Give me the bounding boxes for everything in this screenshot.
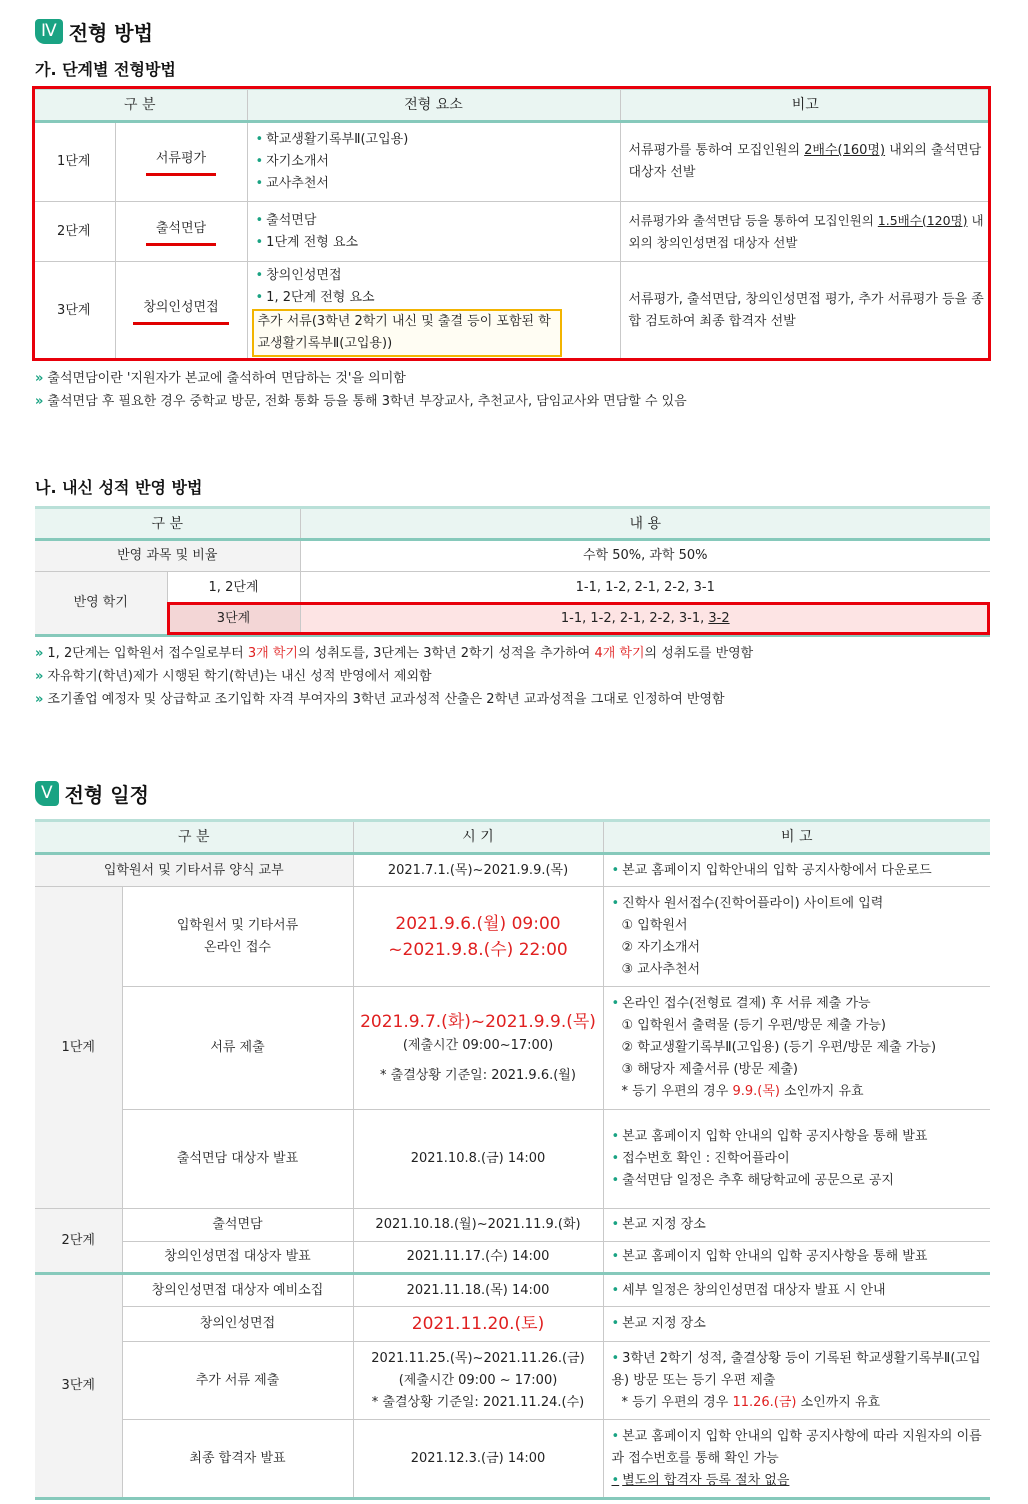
term-stage: 3단계 xyxy=(167,604,300,636)
remark: • 본교 홈페이지 입학 안내의 입학 공지사항을 통해 발표 • 접수번호 확인 : 진학어플라이 • 출석면담 일정은 추후 해당학교에 공문으로 공지 xyxy=(603,1110,990,1209)
section-title-text: 전형 일정 xyxy=(64,783,149,807)
notes xyxy=(35,642,753,711)
note: » 자유학기(학년)제가 시행된 학기(학년)는 내신 성적 반영에서 제외함 xyxy=(35,665,753,688)
term-value: 1-1, 1-2, 2-1, 2-2, 3-1 xyxy=(300,572,990,604)
table-row xyxy=(33,202,990,262)
note: » 출석면담 후 필요한 경우 중학교 방문, 전화 통화 등을 통해 3학년 부장교사, 추천교사, 담임교사와 면담할 수 있음 xyxy=(35,390,687,413)
notes xyxy=(35,367,687,413)
term-value: 1-1, 1-2, 2-1, 2-2, 3-1, 3-2 xyxy=(300,604,990,636)
grade-table xyxy=(35,506,990,637)
date: 2021.11.18.(목) 14:00 xyxy=(353,1274,603,1307)
table-row xyxy=(33,122,990,202)
extra-documents-highlight: 추가 서류(3학년 2학기 내신 및 출결 등이 포함된 학교생활기록부Ⅱ(고입용)) xyxy=(252,309,562,357)
header: 비고 xyxy=(620,89,990,122)
remark: 서류평가, 출석면담, 창의인성면접 평가, 추가 서류평가 등을 종합 검토하여 최종 합격자 선발 xyxy=(620,262,990,360)
element: • 창의인성면접 xyxy=(256,265,614,287)
section-badge: Ⅴ xyxy=(35,781,59,806)
element: • 학교생활기록부Ⅱ(고입용) xyxy=(256,129,614,151)
remark: • 3학년 2학기 성적, 출결상황 등이 기록된 학교생활기록부Ⅱ(고입용) 방문 또는 등기 우편 제출 * 등기 우편의 경우 11.26.(금) 소인까지 유효 xyxy=(603,1342,990,1420)
remark: • 본교 홈페이지 입학 안내의 입학 공지사항에 따라 지원자의 이름과 접수번호를 통해 확인 가능 • 별도의 합격자 등록 절차 없음 xyxy=(603,1420,990,1499)
stage-method-table xyxy=(33,87,990,360)
remark: • 본교 지정 장소 xyxy=(612,1313,985,1335)
header: 비 고 xyxy=(603,821,990,854)
stage: 2단계 xyxy=(35,1209,122,1274)
date: 2021.10.18.(월)~2021.11.9.(화) xyxy=(353,1209,603,1242)
remark: 서류평가와 출석면담 등을 통하여 모집인원의 1.5배수(120명) 내외의 창의인성면접 대상자 선발 xyxy=(620,202,990,262)
subject-value: 수학 50%, 과학 50% xyxy=(300,540,990,572)
stage: 1단계 xyxy=(35,887,122,1209)
header: 전형 요소 xyxy=(247,89,620,122)
date: 2021.11.20.(토) xyxy=(353,1307,603,1342)
remark: • 본교 홈페이지 입학안내의 입학 공지사항에서 다운로드 xyxy=(612,860,985,882)
table-row xyxy=(33,262,990,360)
item: 출석면담 xyxy=(122,1209,353,1242)
item: 입학원서 및 기타서류 양식 교부 xyxy=(35,854,353,887)
subsection-title: 나. 내신 성적 반영 방법 xyxy=(35,478,203,497)
term-stage: 1, 2단계 xyxy=(167,572,300,604)
subject-label: 반영 과목 및 비율 xyxy=(35,540,300,572)
subsection-title: 가. 단계별 전형방법 xyxy=(35,60,176,79)
date: 2021.11.25.(목)~2021.11.26.(금) (제출시간 09:00 ~ 17:00) * 출결상황 기준일: 2021.11.24.(수) xyxy=(353,1342,603,1420)
note: » 출석면담이란 '지원자가 본교에 출석하여 면담하는 것'을 의미함 xyxy=(35,367,687,390)
stage-name: 출석면담 xyxy=(146,218,216,246)
item: 서류 제출 xyxy=(122,987,353,1110)
date: 2021.10.8.(금) 14:00 xyxy=(353,1110,603,1209)
date: 2021.7.1.(목)~2021.9.9.(목) xyxy=(353,854,603,887)
note: » 1, 2단계는 입학원서 접수일로부터 3개 학기의 성취도를, 3단계는 3학년 2학기 성적을 추가하여 4개 학기의 성취도를 반영함 xyxy=(35,642,753,665)
item: 추가 서류 제출 xyxy=(122,1342,353,1420)
stage: 3단계 xyxy=(33,262,115,360)
stage: 1단계 xyxy=(33,122,115,202)
header: 시 기 xyxy=(353,821,603,854)
header: 내 용 xyxy=(300,508,990,540)
date: 2021.12.3.(금) 14:00 xyxy=(353,1420,603,1499)
stage-name: 서류평가 xyxy=(146,148,216,176)
remark: • 본교 지정 장소 xyxy=(612,1214,985,1236)
remark: 서류평가를 통하여 모집인원의 2배수(160명) 내외의 출석면담 대상자 선발 xyxy=(620,122,990,202)
note: » 조기졸업 예정자 및 상급학교 조기입학 자격 부여자의 3학년 교과성적 산출은 2학년 교과성적을 그대로 인정하여 반영함 xyxy=(35,688,753,711)
item: 입학원서 및 기타서류 온라인 접수 xyxy=(122,887,353,987)
item: 창의인성면접 xyxy=(122,1307,353,1342)
section-badge: Ⅳ xyxy=(35,19,63,44)
item: 창의인성면접 대상자 예비소집 xyxy=(122,1274,353,1307)
header: 구 분 xyxy=(33,89,247,122)
stage: 2단계 xyxy=(33,202,115,262)
item: 최종 합격자 발표 xyxy=(122,1420,353,1499)
stage: 3단계 xyxy=(35,1274,122,1499)
header: 구 분 xyxy=(35,821,353,854)
schedule-table xyxy=(35,819,990,1500)
element: • 자기소개서 xyxy=(256,151,614,173)
date: 2021.9.7.(화)~2021.9.9.(목) (제출시간 09:00~17:00) * 출결상황 기준일: 2021.9.6.(월) xyxy=(353,987,603,1110)
section-title xyxy=(35,779,149,808)
remark: • 본교 홈페이지 입학 안내의 입학 공지사항을 통해 발표 xyxy=(612,1246,985,1268)
date: 2021.11.17.(수) 14:00 xyxy=(353,1242,603,1274)
item: 창의인성면접 대상자 발표 xyxy=(122,1242,353,1274)
remark: • 세부 일정은 창의인성면접 대상자 발표 시 안내 xyxy=(612,1280,985,1302)
remark: • 온라인 접수(전형료 결제) 후 서류 제출 가능 ① 입학원서 출력물 (등기 우편/방문 제출 가능) ② 학교생활기록부Ⅱ(고입용) (등기 우편/방문 제출 가능) ③ 해당자 제출서류 (방문 제출) * 등기 우편의 경우 9.9.(목) 소인까지 유효 xyxy=(603,987,990,1110)
element: • 1, 2단계 전형 요소 xyxy=(256,287,614,309)
stage-name: 창의인성면접 xyxy=(133,297,228,325)
term-label: 반영 학기 xyxy=(35,572,167,636)
element: • 교사추천서 xyxy=(256,173,614,195)
header: 구 분 xyxy=(35,508,300,540)
element: • 출석면담 xyxy=(256,210,614,232)
section-title xyxy=(35,17,153,46)
item: 출석면담 대상자 발표 xyxy=(122,1110,353,1209)
remark: • 진학사 원서접수(진학어플라이) 사이트에 입력 ① 입학원서 ② 자기소개서 ③ 교사추천서 xyxy=(603,887,990,987)
element: • 1단계 전형 요소 xyxy=(256,232,614,254)
section-title-text: 전형 방법 xyxy=(68,21,153,45)
date: 2021.9.6.(월) 09:00 ~2021.9.8.(수) 22:00 xyxy=(353,887,603,987)
